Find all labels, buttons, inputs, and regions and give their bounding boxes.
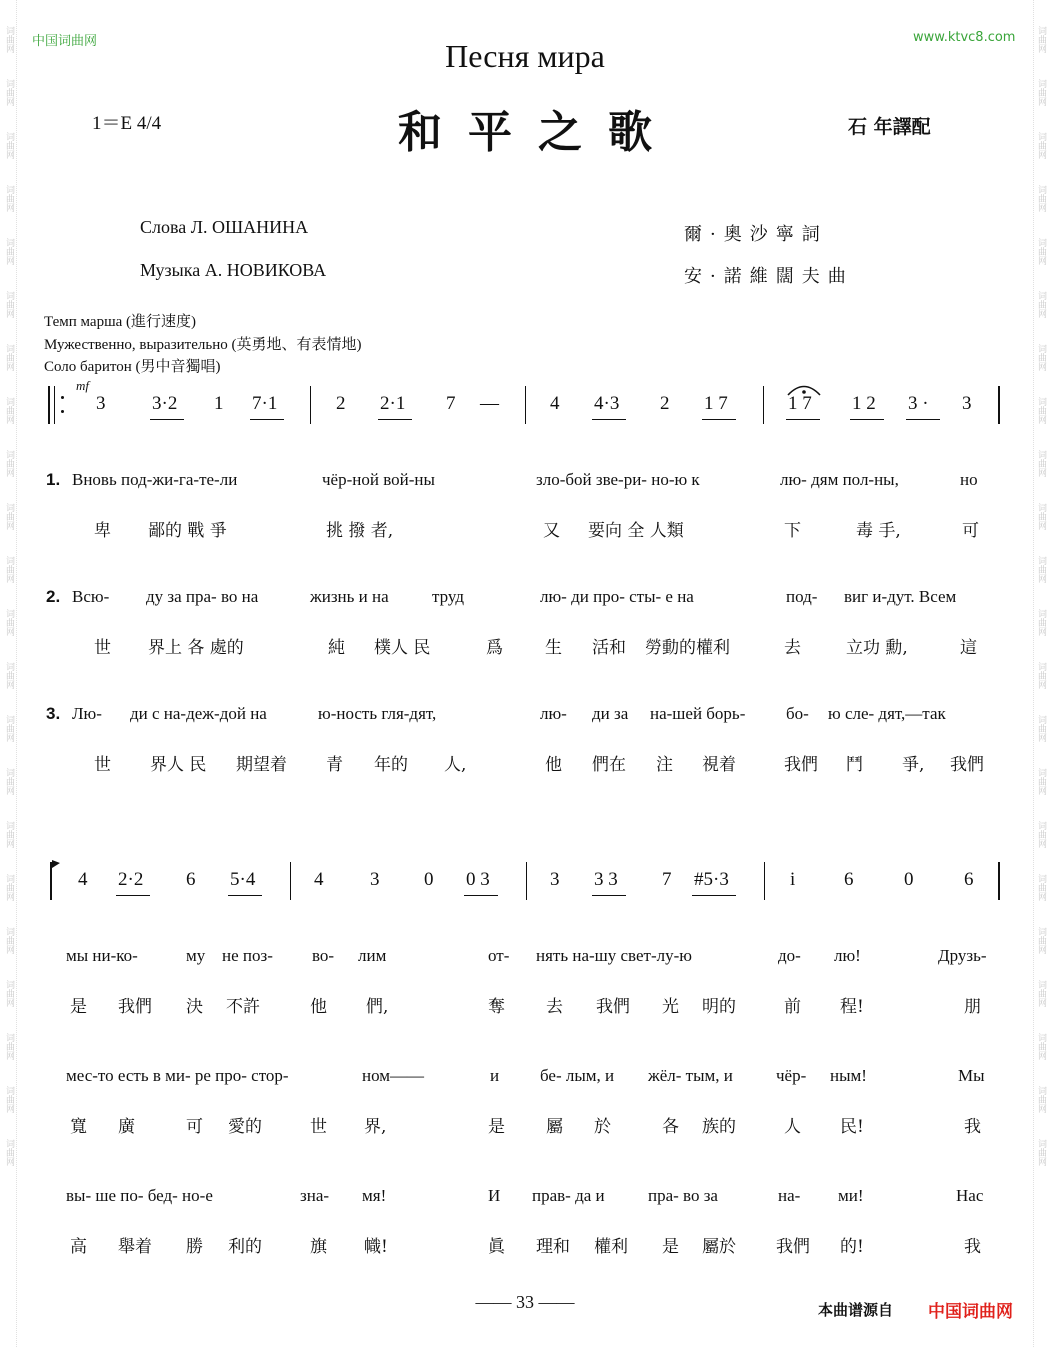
lyric-russian: бо- — [786, 704, 809, 723]
side-watermark-text: 词曲网 — [4, 132, 14, 159]
lyric-russian: зло-бой зве-ри- но-ю к — [536, 470, 700, 489]
beam-underline — [464, 895, 498, 896]
lyric-chinese: 爭, — [902, 755, 925, 775]
side-watermark-text: 词曲网 — [4, 1086, 14, 1113]
left-side-watermark — [2, 0, 17, 1347]
lyric-chinese: 光 — [662, 997, 679, 1017]
side-watermark-text: 词曲网 — [4, 185, 14, 212]
beam-underline — [116, 895, 150, 896]
side-watermark-text: 词曲网 — [4, 79, 14, 106]
jianpu-note: 3 — [96, 393, 106, 414]
lyric-chinese: 旗 — [310, 1237, 327, 1257]
side-watermark-text: 词曲网 — [1036, 238, 1046, 265]
side-watermark-text: 词曲网 — [1036, 927, 1046, 954]
lyric-chinese: 世 — [94, 755, 111, 775]
lyric-chinese: 視着 — [702, 755, 736, 775]
side-watermark-text: 词曲网 — [1036, 185, 1046, 212]
lyric-chinese: 明的 — [702, 997, 736, 1017]
jianpu-note: 3 — [370, 869, 380, 890]
lyric-chinese: 去 — [784, 638, 801, 658]
jianpu-note: 4 — [78, 869, 88, 890]
side-watermark-text: 词曲网 — [1036, 26, 1046, 53]
source-site: 中国词曲网 — [928, 1302, 1013, 1322]
jianpu-note: 0 — [904, 869, 914, 890]
lyric-chinese: 期望着 — [236, 755, 287, 775]
jianpu-note: 3·2 — [152, 393, 178, 414]
lyric-russian: мя! — [362, 1186, 387, 1205]
lyric-chinese: 廣 — [118, 1117, 135, 1137]
lyric-russian: нять на-шу свет-лу-ю — [536, 946, 692, 965]
lyric-russian: жёл- тым, и — [648, 1066, 733, 1085]
beam-underline — [786, 419, 820, 420]
lyric-chinese: 程! — [840, 997, 864, 1017]
lyric-chinese: 們在 — [592, 755, 626, 775]
lyric-chinese: 理和 — [536, 1237, 570, 1257]
side-watermark-text: 词曲网 — [1036, 609, 1046, 636]
lyric-chinese: 權利 — [594, 1237, 628, 1257]
lyric-chinese: 注 — [656, 755, 673, 775]
side-watermark-text: 词曲网 — [4, 1139, 14, 1166]
dynamic-marking: mf — [76, 378, 89, 393]
barline — [290, 862, 291, 900]
lyric-russian: на-шей борь- — [650, 704, 746, 723]
lyric-chinese: 幟! — [364, 1237, 388, 1257]
lyric-chinese: 爲 — [486, 638, 503, 658]
verse-number: 3. — [46, 704, 61, 723]
lyric-chinese: 我 — [964, 1237, 981, 1257]
lyric-chinese: 他 — [545, 755, 562, 775]
barline — [310, 386, 311, 424]
lyric-chinese: 界人 民 — [150, 755, 207, 775]
side-watermark-text: 词曲网 — [4, 609, 14, 636]
lyric-chinese: 勝 — [186, 1237, 203, 1257]
lyric-chinese: 愛的 — [228, 1117, 262, 1137]
lyric-chinese: 族的 — [702, 1117, 736, 1137]
lyric-russian: ди за — [592, 704, 629, 723]
lyric-russian: Друзь- — [938, 946, 987, 965]
lyric-russian: во- — [312, 946, 335, 965]
lyric-chinese: 我 — [964, 1117, 981, 1137]
lyric-chinese: 人 — [784, 1117, 801, 1137]
jianpu-note: 1 7 — [704, 393, 728, 414]
lyric-russian: ным! — [830, 1066, 867, 1085]
beam-underline — [702, 419, 736, 420]
side-watermark-text: 词曲网 — [1036, 874, 1046, 901]
lyric-russian: ду за пра- во на — [146, 587, 259, 606]
jianpu-note: 7 — [446, 393, 456, 414]
side-watermark-text: 词曲网 — [4, 26, 14, 53]
side-watermark-text: 词曲网 — [1036, 450, 1046, 477]
lyric-chinese: 舉着 — [118, 1237, 152, 1257]
side-watermark-text: 词曲网 — [4, 503, 14, 530]
jianpu-note: 3 · — [908, 393, 929, 414]
source-label: 本曲谱源自 — [818, 1301, 894, 1319]
lyric-russian: лю- дям пол-ны, — [780, 470, 899, 489]
verse-number: 1. — [46, 470, 61, 489]
jianpu-note: 1 — [214, 393, 224, 414]
lyric-russian: жизнь и на — [310, 587, 389, 606]
voice-marking: Соло баритон (男中音獨唱) — [44, 359, 221, 375]
composer-chinese: 安·諾維闊夫曲 — [684, 266, 854, 287]
side-watermark-text: 词曲网 — [1036, 1086, 1046, 1113]
side-watermark-text: 词曲网 — [4, 238, 14, 265]
barline-end — [998, 862, 1000, 900]
lyric-chinese: 要向 全 人類 — [588, 521, 684, 541]
lyric-russian: мы ни-ко- — [66, 946, 138, 965]
jianpu-note: 4 — [314, 869, 324, 890]
lyric-russian: Лю- — [72, 704, 102, 723]
jianpu-note: 6 — [186, 869, 196, 890]
lyric-chinese: 寬 — [70, 1117, 87, 1137]
jianpu-note: 2·1 — [380, 393, 406, 414]
side-watermark-text: 词曲网 — [1036, 397, 1046, 424]
page-number: —— 33 —— — [475, 1292, 575, 1312]
jianpu-note: 4 — [550, 393, 560, 414]
side-watermark-text: 词曲网 — [4, 450, 14, 477]
jianpu-note: — — [480, 393, 499, 414]
side-watermark-text: 词曲网 — [4, 927, 14, 954]
lyricist-chinese: 爾·奧沙寧詞 — [684, 224, 828, 245]
lyric-chinese: 鬥 — [846, 755, 863, 775]
lyric-chinese: 立功 勳, — [846, 638, 908, 658]
lyric-russian: И — [488, 1186, 501, 1205]
side-watermark-text: 词曲网 — [1036, 715, 1046, 742]
lyric-chinese: 我們 — [118, 997, 152, 1017]
jianpu-note: 3 3 — [594, 869, 618, 890]
lyric-chinese: 民! — [840, 1117, 864, 1137]
verse-number: 2. — [46, 587, 61, 606]
side-watermark-text: 词曲网 — [4, 715, 14, 742]
right-side-watermark — [1033, 0, 1048, 1347]
side-watermark-text: 词曲网 — [4, 344, 14, 371]
lyric-russian: чёр-ной вой-ны — [322, 470, 435, 489]
jianpu-note: 6 — [844, 869, 854, 890]
repeat-start-barline — [48, 386, 50, 424]
beam-underline — [378, 419, 412, 420]
lyric-russian: мес-то есть в ми- ре про- стор- — [66, 1066, 289, 1085]
side-watermark-text: 词曲网 — [4, 1033, 14, 1060]
lyric-russian: чёр- — [776, 1066, 807, 1085]
side-watermark-text: 词曲网 — [1036, 344, 1046, 371]
lyric-russian: лю- ди про- сты- е на — [540, 587, 694, 606]
barline-end — [998, 386, 1000, 424]
repeat-dot — [61, 410, 64, 413]
beam-underline — [228, 895, 262, 896]
lyric-chinese: 毒 手, — [856, 521, 901, 541]
jianpu-note: 3 — [550, 869, 560, 890]
lyric-russian: лю- — [540, 704, 567, 723]
lyric-chinese: 利的 — [228, 1237, 262, 1257]
lyric-chinese: 勞動的權利 — [645, 638, 730, 658]
title-chinese: 和平之歌 — [398, 107, 678, 158]
side-watermark-text: 词曲网 — [1036, 980, 1046, 1007]
side-watermark-text: 词曲网 — [4, 291, 14, 318]
jianpu-note: 6 — [964, 869, 974, 890]
jianpu-note: 7 — [662, 869, 672, 890]
beam-underline — [150, 419, 184, 420]
repeat-dot — [61, 396, 64, 399]
side-watermark-text: 词曲网 — [1036, 79, 1046, 106]
expression-marking: Мужественно, выразительно (英勇地、有表情地) — [44, 337, 362, 353]
lyric-chinese: 人, — [444, 755, 467, 775]
lyric-chinese: 下 — [784, 521, 801, 541]
barline — [764, 862, 765, 900]
lyric-russian: не поз- — [222, 946, 273, 965]
barline — [526, 862, 527, 900]
lyric-chinese: 生 — [545, 638, 562, 658]
lyric-chinese: 屬於 — [702, 1237, 736, 1257]
lyric-chinese: 可 — [186, 1117, 203, 1137]
lyric-chinese: 的! — [840, 1237, 864, 1257]
jianpu-note: i — [790, 869, 796, 890]
lyric-chinese: 他 — [310, 997, 327, 1017]
side-watermark-text: 词曲网 — [4, 662, 14, 689]
beam-underline — [250, 419, 284, 420]
watermark-site-name: 中国词曲网 — [32, 34, 98, 49]
side-watermark-text: 词曲网 — [4, 397, 14, 424]
lyric-russian: до- — [778, 946, 801, 965]
watermark-url: www.ktvc8.com — [913, 30, 1016, 45]
beam-underline — [906, 419, 940, 420]
lyric-russian: ди с на-деж-дой на — [130, 704, 267, 723]
lyric-russian: Вновь под-жи-га-те-ли — [72, 470, 238, 489]
beam-underline — [592, 419, 626, 420]
lyric-russian: лим — [358, 946, 387, 965]
lyric-russian: виг и-дут. Всем — [844, 587, 957, 606]
jianpu-note: 2·2 — [118, 869, 144, 890]
lyric-russian: под- — [786, 587, 818, 606]
side-watermark-text: 词曲网 — [1036, 291, 1046, 318]
side-watermark-text: 词曲网 — [1036, 503, 1046, 530]
translator-credit: 石 年譯配 — [848, 116, 931, 138]
lyric-chinese: 我們 — [596, 997, 630, 1017]
jianpu-note: 2 — [660, 393, 670, 414]
lyric-russian: зна- — [300, 1186, 330, 1205]
side-watermark-text: 词曲网 — [1036, 1033, 1046, 1060]
lyric-russian: вы- ше по- бед- но-е — [66, 1186, 213, 1205]
lyric-russian: от- — [488, 946, 510, 965]
tempo-marking: Темп марша (進行速度) — [44, 314, 197, 330]
jianpu-note: 1 7 — [788, 393, 812, 414]
flag-marker-icon — [52, 860, 62, 872]
barline — [763, 386, 764, 424]
beam-underline — [850, 419, 884, 420]
jianpu-note: 4·3 — [594, 393, 620, 414]
lyric-chinese: 挑 撥 者, — [326, 521, 394, 541]
side-watermark-text: 词曲网 — [4, 874, 14, 901]
lyric-russian: бе- лым, и — [540, 1066, 615, 1085]
side-watermark-text: 词曲网 — [1036, 662, 1046, 689]
lyric-chinese: 世 — [310, 1117, 327, 1137]
side-watermark-text: 词曲网 — [4, 821, 14, 848]
lyric-chinese: 卑 — [94, 521, 111, 541]
side-watermark-text: 词曲网 — [4, 556, 14, 583]
lyric-chinese: 是 — [662, 1237, 679, 1257]
side-watermark-text: 词曲网 — [1036, 821, 1046, 848]
lyric-russian: труд — [432, 587, 464, 606]
title-russian: Песня мира — [445, 38, 605, 74]
lyric-chinese: 不許 — [226, 997, 260, 1017]
beam-underline — [592, 895, 626, 896]
lyric-chinese: 決 — [186, 997, 203, 1017]
lyric-chinese: 高 — [70, 1237, 87, 1257]
lyric-chinese: 可 — [962, 521, 979, 541]
lyric-russian: ном—— — [362, 1066, 425, 1085]
jianpu-note: 5·4 — [230, 869, 256, 890]
side-watermark-text: 词曲网 — [1036, 132, 1046, 159]
lyric-chinese: 是 — [70, 997, 87, 1017]
lyric-chinese: 活和 — [592, 638, 626, 658]
jianpu-note: 1 2 — [852, 393, 876, 414]
lyric-chinese: 年的 — [374, 755, 408, 775]
lyric-russian: ми! — [838, 1186, 864, 1205]
lyric-chinese: 界, — [364, 1117, 387, 1137]
lyric-russian: прав- да и — [532, 1186, 605, 1205]
lyric-chinese: 朋 — [964, 997, 981, 1017]
lyric-chinese: 我們 — [950, 755, 984, 775]
composer-russian: Музыка А. НОВИКОВА — [140, 260, 327, 280]
lyric-chinese: 前 — [784, 997, 801, 1017]
jianpu-note: 3 — [962, 393, 972, 414]
lyric-chinese: 我們 — [784, 755, 818, 775]
lyric-chinese: 純 — [328, 638, 345, 658]
lyric-chinese: 世 — [94, 638, 111, 658]
repeat-start-thin-barline — [54, 386, 55, 424]
side-watermark-text: 词曲网 — [1036, 556, 1046, 583]
lyric-russian: Всю- — [72, 587, 110, 606]
lyric-chinese: 們, — [366, 997, 389, 1017]
lyric-chinese: 屬 — [546, 1117, 563, 1137]
lyric-russian: Нас — [956, 1186, 984, 1205]
lyric-russian: и — [490, 1066, 500, 1085]
lyric-chinese: 又 — [543, 521, 560, 541]
side-watermark-text: 词曲网 — [4, 768, 14, 795]
lyric-russian: на- — [778, 1186, 801, 1205]
lyric-chinese: 我們 — [776, 1237, 810, 1257]
lyric-chinese: 於 — [594, 1117, 611, 1137]
lyric-chinese: 樸人 民 — [374, 638, 431, 658]
lyric-chinese: 青 — [326, 755, 343, 775]
jianpu-note: 0 — [424, 869, 434, 890]
lyric-chinese: 去 — [546, 997, 563, 1017]
barline — [525, 386, 526, 424]
lyric-chinese: 是 — [488, 1117, 505, 1137]
lyric-russian: Мы — [958, 1066, 985, 1085]
lyric-russian: но — [960, 470, 978, 489]
side-watermark-text: 词曲网 — [4, 980, 14, 1007]
side-watermark-text: 词曲网 — [1036, 1139, 1046, 1166]
lyric-chinese: 界上 各 處的 — [148, 638, 244, 658]
lyric-russian: ю-ность гля-дят, — [318, 704, 437, 723]
jianpu-note: 2 — [336, 393, 346, 414]
lyric-chinese: 各 — [662, 1117, 679, 1137]
beam-underline — [692, 895, 736, 896]
jianpu-note: 0 3 — [466, 869, 490, 890]
lyric-chinese: 眞 — [488, 1237, 505, 1257]
jianpu-note: #5·3 — [694, 869, 729, 890]
lyricist-russian: Слова Л. ОШАНИНА — [140, 217, 309, 237]
lyric-chinese: 奪 — [488, 997, 505, 1017]
lyric-russian: му — [186, 946, 206, 965]
jianpu-note: 7·1 — [252, 393, 278, 414]
lyric-russian: лю! — [834, 946, 861, 965]
key-signature: 1＝E 4/4 — [92, 113, 162, 134]
lyric-russian: ю сле- дят,—так — [828, 704, 946, 723]
side-watermark-text: 词曲网 — [1036, 768, 1046, 795]
lyric-russian: пра- во за — [648, 1186, 718, 1205]
lyric-chinese: 這 — [960, 638, 977, 658]
lyric-chinese: 鄙的 戰 爭 — [148, 521, 227, 541]
